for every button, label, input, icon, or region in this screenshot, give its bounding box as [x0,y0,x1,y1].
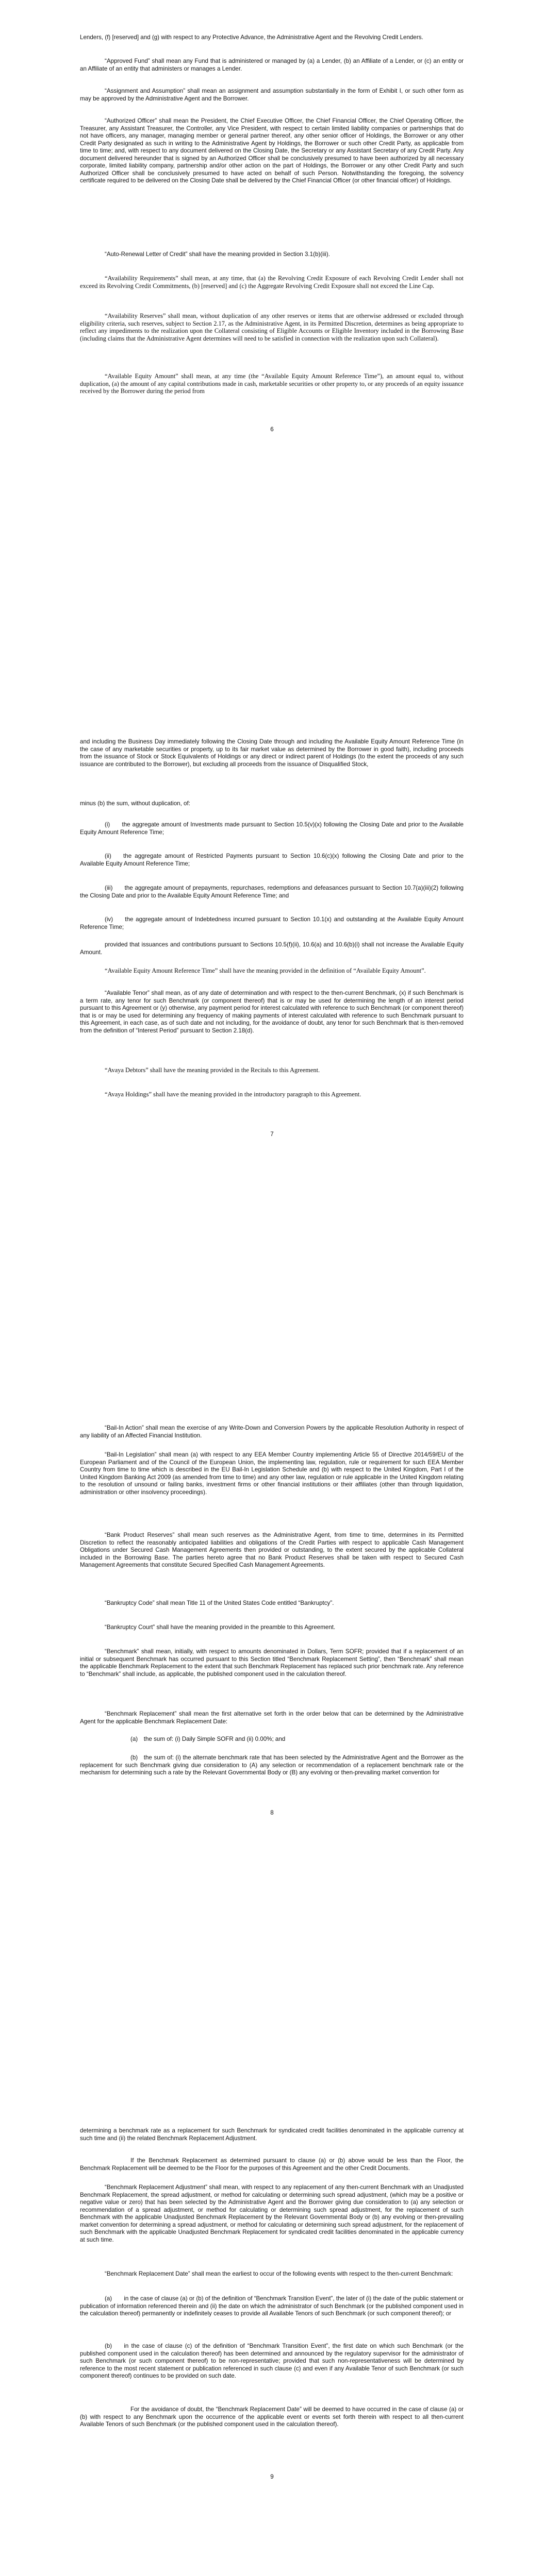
definition-available-equity-amount: “Available Equity Amount” shall mean, at any time (the “Available Equity Amount Reference Time”), an amount equal to, without duplication, (a) the amount of any capital contributions made in cash, marketable securities or other property to, or any proceeds of an equity issuance received by the Borrower during the period from [80,372,464,395]
definition-availability-reserves: “Availability Reserves” shall mean, without duplication of any other reserves or items that are otherwise addressed or excluded through eligibility criteria, such reserves, subject to Section 2.17, as the Administrative Agent, in its Permitted Discretion, determines as being appropriate to reflect any impediments to the realization upon the Collateral consisting of Eligible Accounts or Eligible Inventory included in the Borrowing Base (including claims that the Administrative Agent determines will need to be satisfied in connection with the realization upon such Collateral). [80,312,464,342]
page-7 [0,703,544,1406]
page-9 [0,2110,544,2576]
page-number: 8 [270,1809,274,1816]
paragraph: and including the Business Day immediately following the Closing Date through and including the Available Equity Amount Reference Time (in the case of any marketable securities or property, up to its fair market value as determined by the Borrower in good faith), including proceeds from the issuance of Stock or Stock Equivalents of Holdings or any direct or indirect parent of Holdings (to the extent the proceeds of any such issuance are contributed to the Borrower), but excluding all proceeds from the issuance of Disqualified Stock, [80,738,464,768]
definition-assignment-and-assumption: “Assignment and Assumption” shall mean an assignment and assumption substantially in the form of Exhibit I, or such other form as may be approved by the Administrative Agent and the Borrower. [80,88,464,102]
definition-bail-in-legislation: “Bail-In Legislation” shall mean (a) with respect to any EEA Member Country implementing Article 55 of Directive 2014/59/EU of the European Parliament and of the Council of the European Union, the implementing law, regulation, rule or requirement for such EEA Member Country from time to time which is described in the EU Bail-In Legislation Schedule and (b) with respect to the United Kingdom, Part I of the United Kingdom Banking Act 2009 (as amended from time to time) and any other law, regulation or rule applicable in the United Kingdom relating to the resolution of unsound or failing banks, investment firms or other financial institutions or their affiliates (other than through liquidation, administration or other insolvency proceedings). [80,1451,464,1496]
definition-availability-requirements: “Availability Requirements” shall mean, at any time, that (a) the Revolving Credit Exposure of each Revolving Credit Lender shall not exceed its Revolving Credit Commitments, (b) [reserved] and (c) the Aggregate Revolving Credit Exposure shall not exceed the Line Cap. [80,275,464,290]
definition-avaya-debtors: “Avaya Debtors” shall have the meaning provided in the Recitals to this Agreement. [105,1066,320,1074]
paragraph: Lenders, (f) [reserved] and (g) with respect to any Protective Advance, the Administrative Agent and the Revolving Credit Lenders. [80,34,423,41]
definition-approved-fund: “Approved Fund” shall mean any Fund that is administered or managed by (a) a Lender, (b) an Affiliate of a Lender, or (c) an entity or an Affiliate of an entity that administers or manages a Lender. [80,58,464,72]
definition-avaya-holdings: “Avaya Holdings” shall have the meaning provided in the introductory paragraph to this Agreement. [105,1091,361,1098]
list-item: (b) the sum of: (i) the alternate benchmark rate that has been selected by the Administrative Agent and the Borrower as the replacement for such Benchmark giving due consideration to (A) any selection or recommendation of a replacement benchmark rate or the mechanism for determining such a rate by the Relevant Governmental Body or (B) any evolving or then-prevailing market convention for [80,1754,464,1776]
list-item: (iv) the aggregate amount of Indebtedness incurred pursuant to Section 10.1(x) and outstanding at the Available Equity Amount Reference Time; [80,916,464,930]
page-8 [0,1406,544,2110]
definition-bankruptcy-code: “Bankruptcy Code” shall mean Title 11 of the United States Code entitled “Bankruptcy”. [105,1600,334,1606]
definition-bail-in-action: “Bail-In Action” shall mean the exercise of any Write-Down and Conversion Powers by the applicable Resolution Authority in respect of any liability of an Affected Financial Institution. [80,1425,464,1439]
definition-benchmark: “Benchmark” shall mean, initially, with respect to amounts denominated in Dollars, Term SOFR; provided that if a replacement of an initial or subsequent Benchmark has occurred pursuant to this Section titled “Benchmark Replacement Setting”, then “Benchmark” shall mean the applicable Benchmark Replacement to the extent that such Benchmark Replacement has replaced such prior benchmark rate. Any reference to “Benchmark” shall include, as applicable, the published component used in the calculation thereof. [80,1648,464,1677]
list-item: (ii) the aggregate amount of Restricted Payments pursuant to Section 10.6(c)(x) following the Closing Date and prior to the Available Equity Amount Reference Time; [80,853,464,867]
page-number: 6 [270,426,274,433]
definition-auto-renewal-letter-of-credit: “Auto-Renewal Letter of Credit” shall have the meaning provided in Section 3.1(b)(iii). [105,251,330,258]
definition-available-tenor: “Available Tenor” shall mean, as of any date of determination and with respect to the then-current Benchmark, (x) if such Benchmark is a term rate, any tenor for such Benchmark (or component thereof) that is or may be used for determining the length of an interest period pursuant to this Agreement or (y) otherwise, any payment period for interest calculated with reference to such Benchmark (or component thereof) that is or may be used for determining any frequency of making payments of interest calculated with reference to such Benchmark pursuant to this Agreement, in each case, as of such date and not including, for the avoidance of doubt, any tenor for such Benchmark that is then-removed from the definition of “Interest Period” pursuant to Section 2.18(d). [80,990,464,1034]
page-number: 7 [270,1131,274,1138]
page-6 [0,0,544,703]
list-item: (iii) the aggregate amount of prepayments, repurchases, redemptions and defeasances pursuant to Section 10.7(a)(iii)(2) following the Closing Date and prior to the Available Equity Amount Reference Time; and [80,885,464,899]
paragraph: If the Benchmark Replacement as determined pursuant to clause (a) or (b) above would be less than the Floor, the Benchmark Replacement will be deemed to be the Floor for the purposes of this Agreement and the other Credit Documents. [80,2157,464,2172]
definition-benchmark-replacement-adjustment: “Benchmark Replacement Adjustment” shall mean, with respect to any replacement of any then-current Benchmark with an Unadjusted Benchmark Replacement, the spread adjustment, or method for calculating or determining such spread adjustment, (which may be a positive or negative value or zero) that has been selected by the Administrative Agent and the Borrower giving due consideration to (a) any selection or recommendation of a spread adjustment, or method for calculating or determining such spread adjustment, for the replacement of such Benchmark with the applicable Unadjusted Benchmark Replacement by the Relevant Governmental Body or (b) any evolving or then-prevailing market convention for determining a spread adjustment, or method for calculating or determining such spread adjustment, for the replacement of such Benchmark with the applicable Unadjusted Benchmark Replacement for syndicated credit facilities denominated in the applicable currency at such time. [80,2184,464,2243]
definition-benchmark-replacement-date: “Benchmark Replacement Date” shall mean the earliest to occur of the following events with respect to the then-current Benchmark: [105,2270,453,2277]
paragraph: For the avoidance of doubt, the “Benchmark Replacement Date” will be deemed to have occurred in the case of clause (a) or (b) with respect to any Benchmark upon the occurrence of the applicable event or events set forth therein with respect to all then-current Available Tenors of such Benchmark (or the published component used in the calculation thereof). [80,2406,464,2428]
paragraph: determining a benchmark rate as a replacement for such Benchmark for syndicated credit facilities denominated in the applicable currency at such time and (ii) the related Benchmark Replacement Adjustment. [80,2127,464,2142]
list-item: (b) in the case of clause (c) of the definition of “Benchmark Transition Event”, the first date on which such Benchmark (or the published component used in the calculation thereof) has been determined and announced by the regulatory supervisor for the administrator of such Benchmark (or such component thereof) to be non-representative; provided that such non-representativeness will be determined by reference to the most recent statement or publication referenced in such clause (c) and even if any Available Tenor of such Benchmark (or such component thereof) continues to be provided on such date. [80,2343,464,2379]
definition-available-equity-amount-reference-time: “Available Equity Amount Reference Time” shall have the meaning provided in the definition of “Available Equity Amount”. [105,967,426,974]
list-item: (a) the sum of: (i) Daily Simple SOFR and (ii) 0.00%; and [130,1736,286,1742]
definition-bank-product-reserves: “Bank Product Reserves” shall mean such reserves as the Administrative Agent, from time to time, determines in its Permitted Discretion to reflect the reasonably anticipated liabilities and obligations of the Credit Parties with respect to applicable Cash Management Obligations under Secured Cash Management Agreements then provided or outstanding, to the extent secured by the applicable Collateral included in the Borrowing Base. The parties hereto agree that no Bank Product Reserves shall be taken with respect to Secured Cash Management Agreements that constitute Secured Specified Cash Management Agreements. [80,1532,464,1568]
page-number: 9 [270,2473,274,2480]
list-item: (a) in the case of clause (a) or (b) of the definition of “Benchmark Transition Event”, the later of (i) the date of the public statement or publication of information referenced therein and (ii) the date on which the administrator of such Benchmark (or the published component used in the calculation thereof) permanently or indefinitely ceases to provide all Available Tenors of such Benchmark (or such component thereof); or [80,2295,464,2317]
paragraph: minus (b) the sum, without duplication, of: [80,800,190,807]
proviso-paragraph: provided that issuances and contributions pursuant to Sections 10.5(f)(ii), 10.6(a) and 10.6(b)(i) shall not increase the Available Equity Amount. [80,941,464,956]
definition-benchmark-replacement: “Benchmark Replacement” shall mean the first alternative set forth in the order below that can be determined by the Administrative Agent for the applicable Benchmark Replacement Date: [80,1710,464,1725]
definition-authorized-officer: “Authorized Officer” shall mean the President, the Chief Executive Officer, the Chief Financial Officer, the Chief Operating Officer, the Treasurer, any Assistant Treasurer, the Controller, any Vice President, with respect to certain limited liability companies or partnerships that do not have officers, any manager, managing member or general partner thereof, any other senior officer of Holdings, the Borrower or any other Credit Party designated as such in writing to the Administrative Agent by Holdings, the Borrower or such other Credit Party, as applicable from time to time; and, with respect to any document delivered on the Closing Date, the Secretary or any Assistant Secretary of any Credit Party. Any document delivered hereunder that is signed by an Authorized Officer shall be conclusively presumed to have been authorized by all necessary corporate, limited liability company, partnership and/or other action on the part of Holdings, the Borrower or any other Credit Party and such Authorized Officer shall be conclusively presumed to have acted on behalf of such Person. Notwithstanding the foregoing, the solvency certificate required to be delivered on the Closing Date shall be delivered by the Chief Financial Officer (or other financial officer) of Holdings. [80,117,464,184]
list-item: (i) the aggregate amount of Investments made pursuant to Section 10.5(v)(x) following the Closing Date and prior to the Available Equity Amount Reference Time; [80,821,464,836]
definition-bankruptcy-court: “Bankruptcy Court” shall have the meaning provided in the preamble to this Agreement. [105,1624,336,1631]
